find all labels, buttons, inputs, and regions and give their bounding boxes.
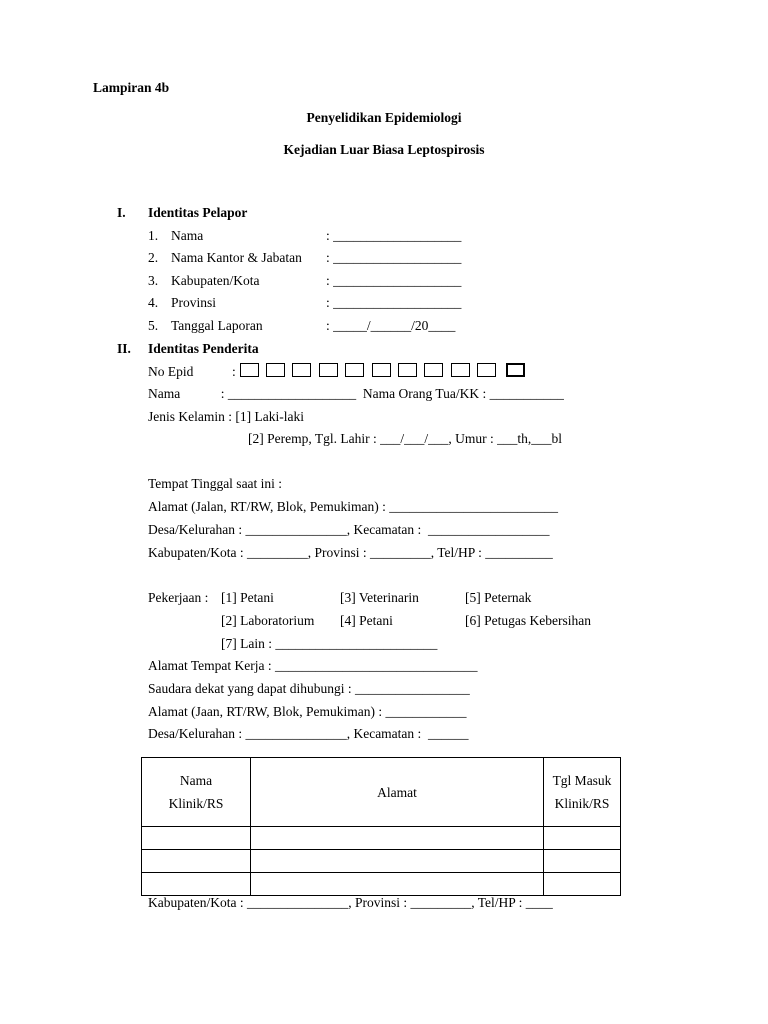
section2-number: II. — [117, 341, 131, 356]
epid-digit-box[interactable] — [451, 363, 470, 377]
table-row — [142, 873, 621, 896]
footer-regency-line[interactable]: Kabupaten/Kota : _______________, Provinsi : _________, Tel/HP : ____ — [148, 895, 553, 910]
epid-digit-box[interactable] — [266, 363, 285, 377]
admission-date-header: Tgl Masuk Klinik/RS — [544, 758, 621, 827]
occupation-option-1[interactable]: [1] Petani — [221, 590, 274, 605]
occupation-option-4[interactable]: [4] Petani — [340, 613, 393, 628]
office-position-label: Nama Kantor & Jabatan — [171, 250, 302, 265]
epid-digit-box[interactable] — [477, 363, 496, 377]
work-address-line[interactable]: Alamat Tempat Kerja : ______________________________ — [148, 658, 478, 673]
epid-digit-box[interactable] — [319, 363, 338, 377]
item-number: 5. — [148, 318, 159, 333]
appendix-label: Lampiran 4b — [93, 80, 170, 95]
regency-line[interactable]: Kabupaten/Kota : _________, Provinsi : _________, Tel/HP : __________ — [148, 545, 553, 560]
reporter-name-label: Nama — [171, 228, 204, 243]
regency-label: Kabupaten/Kota — [171, 273, 260, 288]
table-cell[interactable] — [251, 827, 544, 850]
section1-number: I. — [117, 205, 126, 220]
table-row — [142, 850, 621, 873]
table-cell[interactable] — [544, 827, 621, 850]
report-date-field[interactable]: : _____/______/20____ — [326, 318, 456, 333]
village-line[interactable]: Desa/Kelurahan : _______________, Kecamatan : __________________ — [148, 522, 550, 537]
item-number: 4. — [148, 295, 159, 310]
occupation-label: Pekerjaan : — [148, 590, 209, 605]
office-position-field[interactable]: : ___________________ — [326, 250, 462, 265]
table-cell[interactable] — [142, 850, 251, 873]
report-date-label: Tanggal Laporan — [171, 318, 263, 333]
occupation-option-2[interactable]: [2] Laboratorium — [221, 613, 315, 628]
epid-digit-box[interactable] — [506, 363, 525, 377]
epid-digit-box[interactable] — [398, 363, 417, 377]
regency-field[interactable]: : ___________________ — [326, 273, 462, 288]
no-epid-label: No Epid — [148, 364, 194, 379]
occupation-option-5[interactable]: [5] Peternak — [465, 590, 532, 605]
reporter-name-field[interactable]: : ___________________ — [326, 228, 462, 243]
occupation-option-7[interactable]: [7] Lain : ________________________ — [221, 636, 438, 651]
table-cell[interactable] — [544, 873, 621, 896]
item-number: 1. — [148, 228, 159, 243]
section1-heading: Identitas Pelapor — [148, 205, 248, 220]
section2-heading: Identitas Penderita — [148, 341, 259, 356]
address-header: Alamat — [251, 758, 544, 827]
table-row — [142, 827, 621, 850]
epid-digit-box[interactable] — [345, 363, 364, 377]
no-epid-boxes — [240, 363, 530, 379]
table-cell[interactable] — [251, 850, 544, 873]
table-cell[interactable] — [251, 873, 544, 896]
contact-address-line[interactable]: Alamat (Jaan, RT/RW, Blok, Pemukiman) : ____________ — [148, 704, 467, 719]
sex-line-female-birth[interactable]: [2] Peremp, Tgl. Lahir : ___/___/___, Umur : ___th,___bl — [248, 431, 562, 446]
item-number: 3. — [148, 273, 159, 288]
province-label: Provinsi — [171, 295, 217, 310]
patient-name-line[interactable]: Nama : ___________________ Nama Orang Tua/KK : ___________ — [148, 386, 564, 401]
occupation-option-3[interactable]: [3] Veterinarin — [340, 590, 419, 605]
province-field[interactable]: : ___________________ — [326, 295, 462, 310]
residence-heading: Tempat Tinggal saat ini : — [148, 476, 283, 491]
epid-digit-box[interactable] — [424, 363, 443, 377]
table-cell[interactable] — [142, 873, 251, 896]
table-header-row — [142, 758, 621, 827]
form-title: Penyelidikan Epidemiologi — [306, 110, 462, 125]
sex-line-male[interactable]: Jenis Kelamin : [1] Laki-laki — [148, 409, 304, 424]
contact-village-line[interactable]: Desa/Kelurahan : _______________, Kecamatan : ______ — [148, 726, 469, 741]
no-epid-colon: : — [232, 364, 236, 379]
table-cell[interactable] — [544, 850, 621, 873]
epid-digit-box[interactable] — [292, 363, 311, 377]
epid-digit-box[interactable] — [372, 363, 391, 377]
table-cell[interactable] — [142, 827, 251, 850]
clinic-table — [141, 757, 621, 896]
item-number: 2. — [148, 250, 159, 265]
occupation-option-6[interactable]: [6] Petugas Kebersihan — [465, 613, 591, 628]
form-subtitle: Kejadian Luar Biasa Leptospirosis — [283, 142, 485, 157]
contact-person-line[interactable]: Saudara dekat yang dapat dihubungi : _________________ — [148, 681, 470, 696]
address-line[interactable]: Alamat (Jalan, RT/RW, Blok, Pemukiman) : _________________________ — [148, 499, 559, 514]
epid-digit-box[interactable] — [240, 363, 259, 377]
clinic-name-header: Nama Klinik/RS — [142, 758, 251, 827]
